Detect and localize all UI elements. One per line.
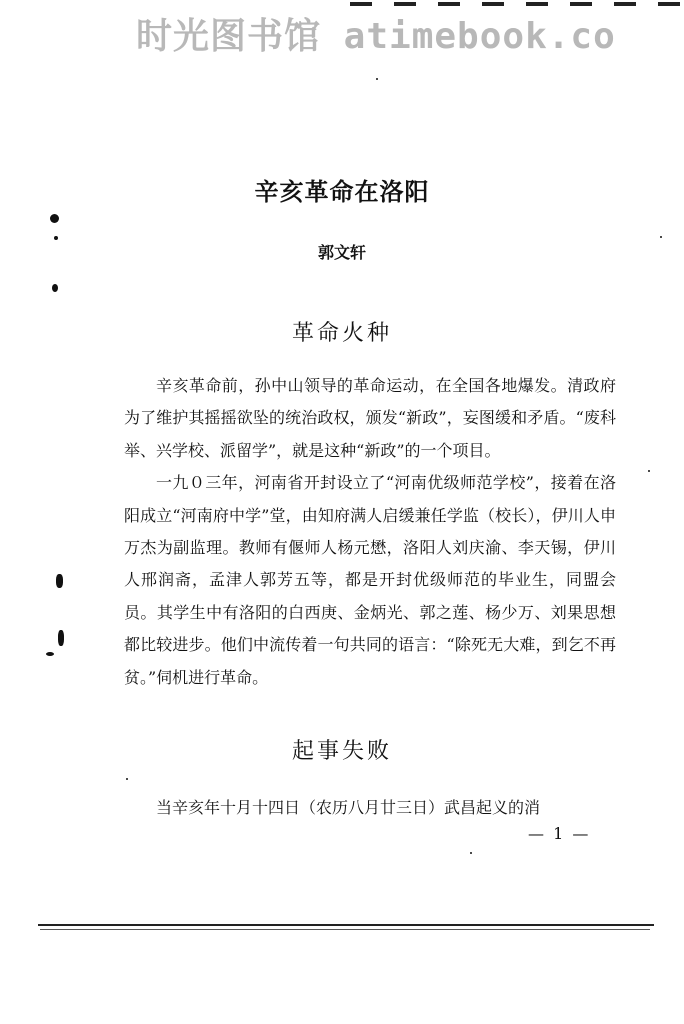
scan-speck xyxy=(54,236,58,240)
section-heading-2: 起事失败 xyxy=(291,739,392,764)
bottom-rule-thin xyxy=(40,929,650,930)
page-number: — 1 — xyxy=(528,824,591,843)
article-author: 郭文轩 xyxy=(317,243,366,262)
scan-speck xyxy=(50,214,59,223)
scan-speck xyxy=(648,470,650,472)
section-heading-1: 革命火种 xyxy=(291,321,392,346)
bottom-rule xyxy=(38,924,654,926)
scan-speck xyxy=(58,630,64,646)
scan-speck xyxy=(46,652,54,656)
scan-speck xyxy=(56,574,63,588)
paragraph-1: 辛亥革命前，孙中山领导的革命运动，在全国各地爆发。清政府为了维护其摇摇欲坠的统治政权，颁发“新政”，妄图缓和矛盾。“废科举、兴学校、派留学”，就是这种“新政”的一个项目。 xyxy=(124,376,616,460)
scan-speck xyxy=(376,78,378,80)
scan-speck xyxy=(52,284,58,292)
top-scan-dashes xyxy=(350,2,684,6)
section-1-body xyxy=(124,370,616,694)
watermark: 时光图书馆 atimebook.co xyxy=(136,16,616,57)
scan-speck xyxy=(660,236,662,238)
scan-speck xyxy=(126,778,128,780)
section-2-body xyxy=(124,792,616,824)
paragraph-3: 当辛亥年十月十四日（农历八月廿三日）武昌起义的消 xyxy=(156,798,541,817)
article-title: 辛亥革命在洛阳 xyxy=(254,178,430,206)
scan-speck xyxy=(470,852,472,854)
paragraph-2: 一九０三年，河南省开封设立了“河南优级师范学校”，接着在洛阳成立“河南府中学”堂，由知府满人启缓兼任学监（校长），伊川人申万杰为副监理。教师有偃师人杨元懋，洛阳人刘庆渝、李天锡，伊川人邢润斋，孟津人郭芳五等，都是开封优级师范的毕业生，同盟会员。其学生中有洛阳的白西庚、金炳光、郭之莲、杨少万、刘果思想都比较进步。他们中流传着一句共同的语言：“除死无大难，到乞不再贫。”伺机进行革命。 xyxy=(124,473,616,687)
